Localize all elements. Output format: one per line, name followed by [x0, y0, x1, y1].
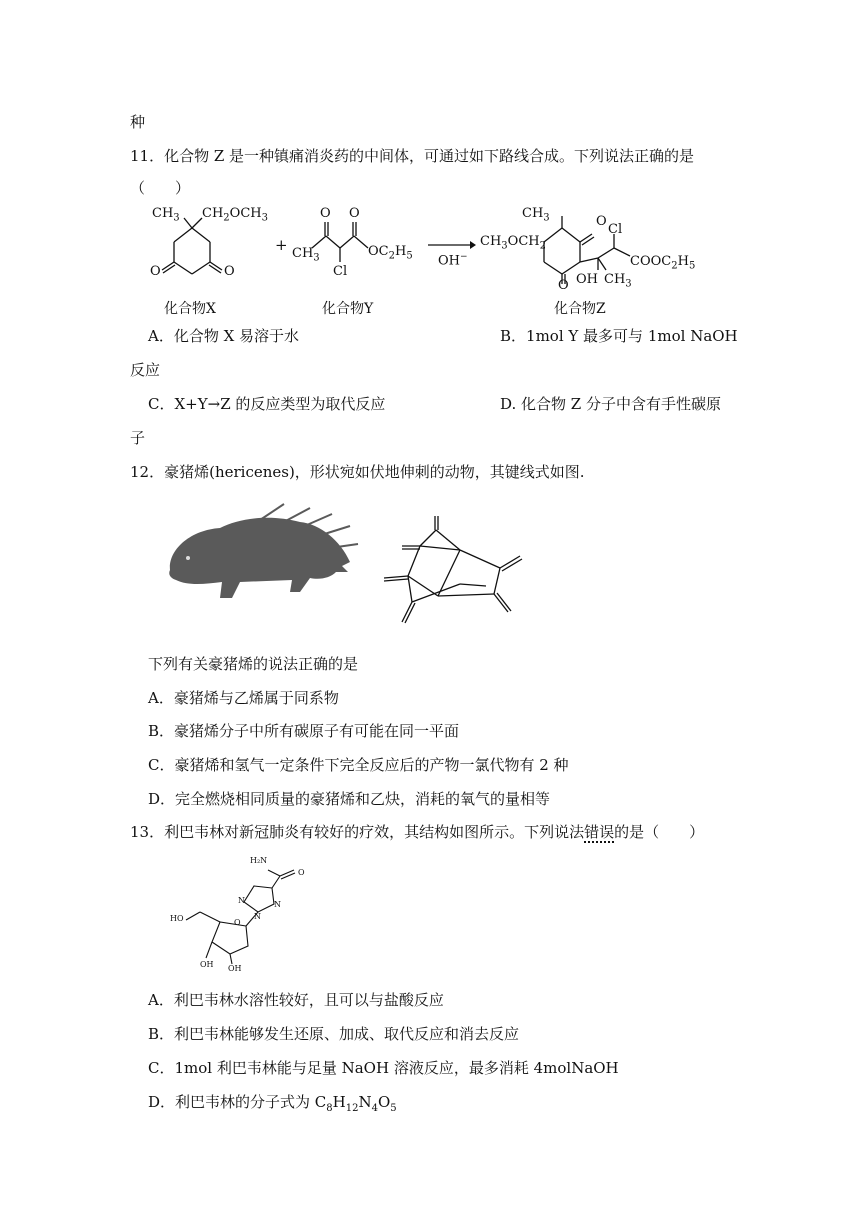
x-och3-label: OCH	[229, 206, 262, 221]
z-oh-label: OH	[576, 272, 598, 287]
oh-label-1: OH	[200, 960, 214, 969]
q11-option-d-continued: 子	[130, 429, 146, 447]
oh-label-2: OH	[228, 964, 242, 973]
q13-option-a: A．利巴韦林水溶性较好，且可以与盐酸反应	[148, 991, 444, 1009]
q11-answer-paren: （ ）	[130, 179, 191, 197]
q11-option-d: D. 化合物 Z 分子中含有手性碳原	[500, 395, 721, 413]
q11-option-a: A．化合物 X 易溶于水	[148, 327, 300, 345]
q11-option-c: C．X+Y→Z 的反应类型为取代反应	[148, 395, 386, 413]
hericenes-skeletal-formula	[376, 506, 536, 656]
q13-option-b: B．利巴韦林能够发生还原、加成、取代反应和消去反应	[148, 1025, 520, 1043]
triazole-n-label: N	[238, 896, 245, 905]
q11-reaction-scheme: $CH_3$ $CH_2OCH_3$ O O + O O $CH_3$ $OC_2H_5$ Cl OH− $CH_3$ $CH_3OCH_2$ O O Cl $COOC_2H_5$ OH $CH_3$ 化合物X 化合物Y 化合物Z	[130, 200, 730, 320]
x-o-right: O	[224, 264, 235, 279]
emphasized-word: 错误	[584, 823, 615, 841]
q13-option-d: D．利巴韦林的分子式为 $C_8H_{12}N_4O_5$	[148, 1093, 397, 1114]
q11-option-b: B．1mol Y 最多可与 1mol NaOH	[500, 327, 738, 345]
ribavirin-structure	[160, 846, 320, 976]
x-o-left: O	[150, 264, 161, 279]
compound-x-label: 化合物X	[164, 301, 216, 317]
q12-option-b: B．豪猪烯分子中所有碳原子有可能在同一平面	[148, 722, 460, 740]
q12-option-c: C．豪猪烯和氢气一定条件下完全反应后的产物一氯代物有 2 种	[148, 756, 569, 774]
ho-label: HO	[170, 914, 184, 923]
q13-stem: 13．利巴韦林对新冠肺炎有较好的疗效，其结构如图所示。下列说法错误的是（ ）	[130, 823, 705, 841]
y-cl-label: Cl	[333, 264, 348, 279]
amide-h2n-label: H₂N	[250, 856, 268, 865]
compound-y-label: 化合物Y	[322, 301, 374, 317]
q13-option-c: C．1mol 利巴韦林能与足量 NaOH 溶液反应，最多消耗 4molNaOH	[148, 1059, 619, 1077]
z-cl-label: Cl	[608, 222, 623, 237]
q12-option-d: D．完全燃烧相同质量的豪猪烯和乙炔，消耗的氧气的量相等	[148, 790, 551, 808]
triazole-n3-label: N	[254, 912, 261, 921]
amide-o-label: O	[298, 868, 305, 877]
q12-sub-stem: 下列有关豪猪烯的说法正确的是	[148, 655, 359, 673]
porcupine-illustration	[160, 500, 360, 610]
triazole-n2-label: N	[274, 900, 281, 909]
ring-o-label: O	[234, 918, 241, 927]
compound-z-label: 化合物Z	[554, 301, 606, 317]
x-ch3-label: CH	[152, 206, 174, 221]
plus-sign: +	[275, 236, 288, 254]
reaction-arrow	[426, 240, 476, 250]
q11-option-b-continued: 反应	[130, 361, 161, 379]
q12-stem: 12．豪猪烯(hericenes)，形状宛如伏地伸刺的动物，其键线式如图.	[130, 463, 585, 481]
q11-stem: 11．化合物 Z 是一种镇痛消炎药的中间体，可通过如下路线合成。下列说法正确的是	[130, 147, 695, 165]
continued-text: 种	[130, 113, 146, 131]
reagent-label: OH−	[438, 252, 468, 269]
q12-option-a: A．豪猪烯与乙烯属于同系物	[148, 689, 339, 707]
